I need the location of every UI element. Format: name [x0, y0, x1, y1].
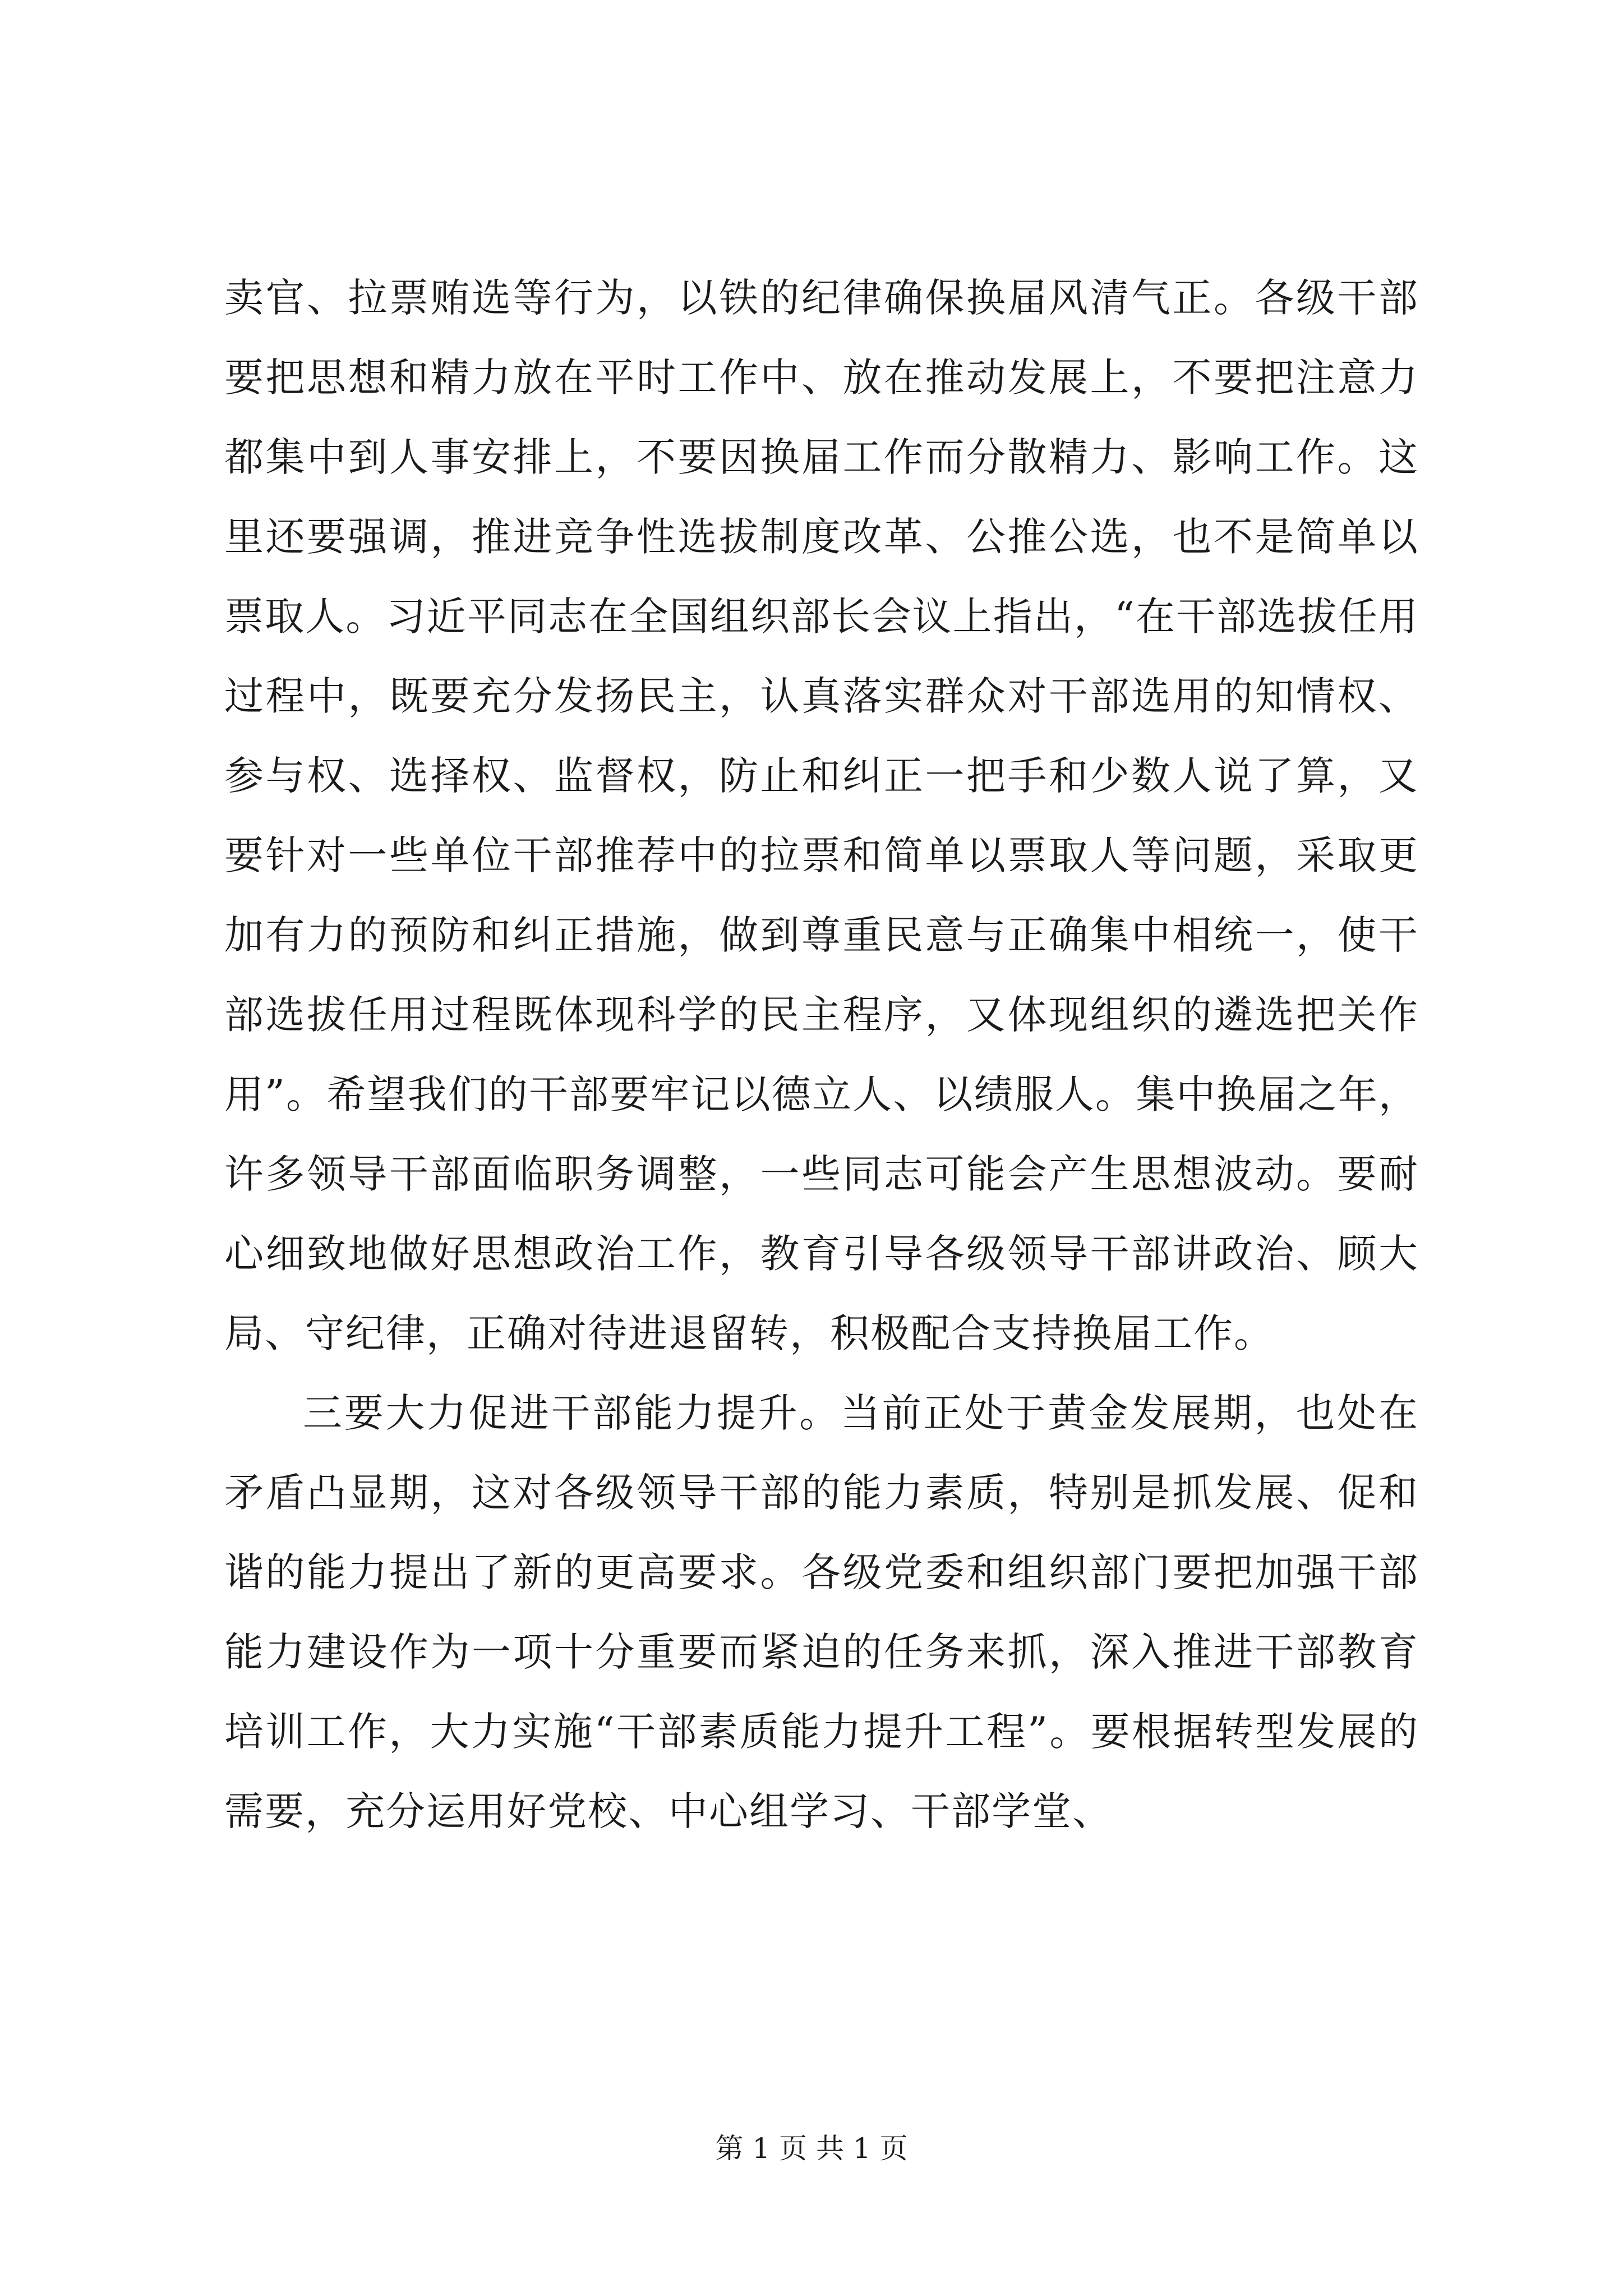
document-body — [224, 258, 1419, 1851]
body-paragraph: 卖官、拉票贿选等行为，以铁的纪律确保换届风清气正。各级干部要把思想和精力放在平时工作中、放在推动发展上，不要把注意力都集中到人事安排上，不要因换届工作而分散精力、影响工作。这里还要强调，推进竞争性选拔制度改革、公推公选，也不是简单以票取人。习近平同志在全国组织部长会议上指出，“在干部选拔任用过程中，既要充分发扬民主，认真落实群众对干部选用的知情权、参与权、选择权、监督权，防止和纠正一把手和少数人说了算，又要针对一些单位干部推荐中的拉票和简单以票取人等问题，采取更加有力的预防和纠正措施，做到尊重民意与正确集中相统一，使干部选拔任用过程既体现科学的民主程序，又体现组织的遴选把关作用”。希望我们的干部要牢记以德立人、以绩服人。集中换届之年，许多领导干部面临职务调整，一些同志可能会产生思想波动。要耐心细致地做好思想政治工作，教育引导各级领导干部讲政治、顾大局、守纪律，正确对待进退留转，积极配合支持换届工作。 — [224, 275, 1419, 1356]
page-footer: 第 1 页 共 1 页 — [715, 2132, 908, 2165]
body-paragraph: 三要大力促进干部能力提升。当前正处于黄金发展期，也处在矛盾凸显期，这对各级领导干部的能力素质，特别是抓发展、促和谐的能力提出了新的更高要求。各级党委和组织部门要把加强干部能力建设作为一项十分重要而紧迫的任务来抓，深入推进干部教育培训工作，大力实施“干部素质能力提升工程”。要根据转型发展的需要，充分运用好党校、中心组学习、干部学堂、 — [224, 1390, 1419, 1834]
